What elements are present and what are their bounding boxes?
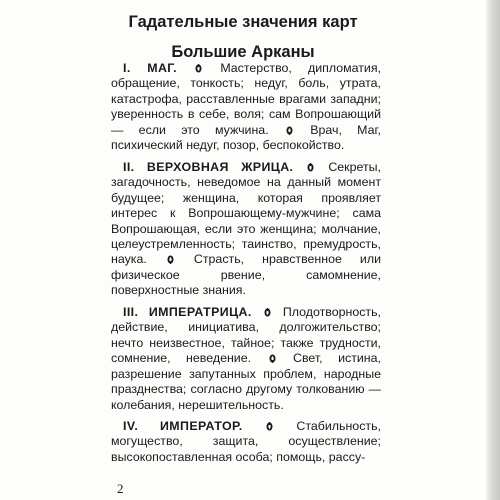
upright-meaning: Стабильность, могущество, защита, осуществление; высокопоставленная особа; помощь, рассу- [111, 418, 381, 464]
entry-title: III. ИМПЕРАТРИЦА. [123, 304, 252, 319]
reversed-symbol-icon [286, 126, 293, 135]
entry-magician [111, 61, 381, 154]
reversed-meaning: Свет, истина, разрешение запутанных проблем, народные празднества; согласно другому толкованию — колебания, нерешительность. [111, 351, 381, 412]
card-meanings-text [111, 61, 381, 465]
reversed-meaning: Страсть, нравственное или физическое рвение, самомнение, поверхностные знания. [111, 252, 381, 298]
upright-symbol-icon [195, 64, 202, 73]
upright-symbol-icon [264, 308, 271, 317]
upright-symbol-icon [307, 163, 314, 172]
section-title: Большие Арканы [171, 43, 315, 61]
page-number: 2 [117, 481, 124, 496]
reversed-symbol-icon [269, 354, 276, 363]
entry-title: IV. ИМПЕРАТОР. [123, 418, 243, 433]
reversed-symbol-icon [167, 255, 174, 264]
reversed-meaning: Врач, Маг, психический недуг, позор, беспокойство. [111, 122, 381, 153]
upright-symbol-icon [266, 422, 273, 431]
entry-empress [111, 305, 381, 413]
entry-emperor [111, 419, 381, 465]
entry-high-priestess [111, 160, 381, 299]
page-title: Гадательные значения карт [128, 13, 358, 31]
upright-meaning: Секреты, загадочность, неведомое на данный момент будущее; женщина, которая проявляет интерес к Вопрошающему-мужчине; сама Вопрошающая, если это женщина; молчание, целеустремленность; таинство, премудрость, наука. [111, 159, 381, 267]
upright-meaning: Мастерство, дипломатия, обращение, тонкость; недуг, боль, утрата, катастрофа, расставленные врагами западни; уверенность в себе, воля; сам Вопрошающий — если это мужчина. [111, 61, 381, 137]
upright-meaning: Плодотворность, действие, инициатива, долгожительство; нечто неизвестное, тайное; также трудности, сомнение, неведение. [111, 304, 381, 366]
entry-title: I. МАГ. [123, 61, 178, 75]
entry-title: II. ВЕРХОВНАЯ ЖРИЦА. [123, 159, 294, 174]
page-edge-shadow [486, 0, 500, 500]
